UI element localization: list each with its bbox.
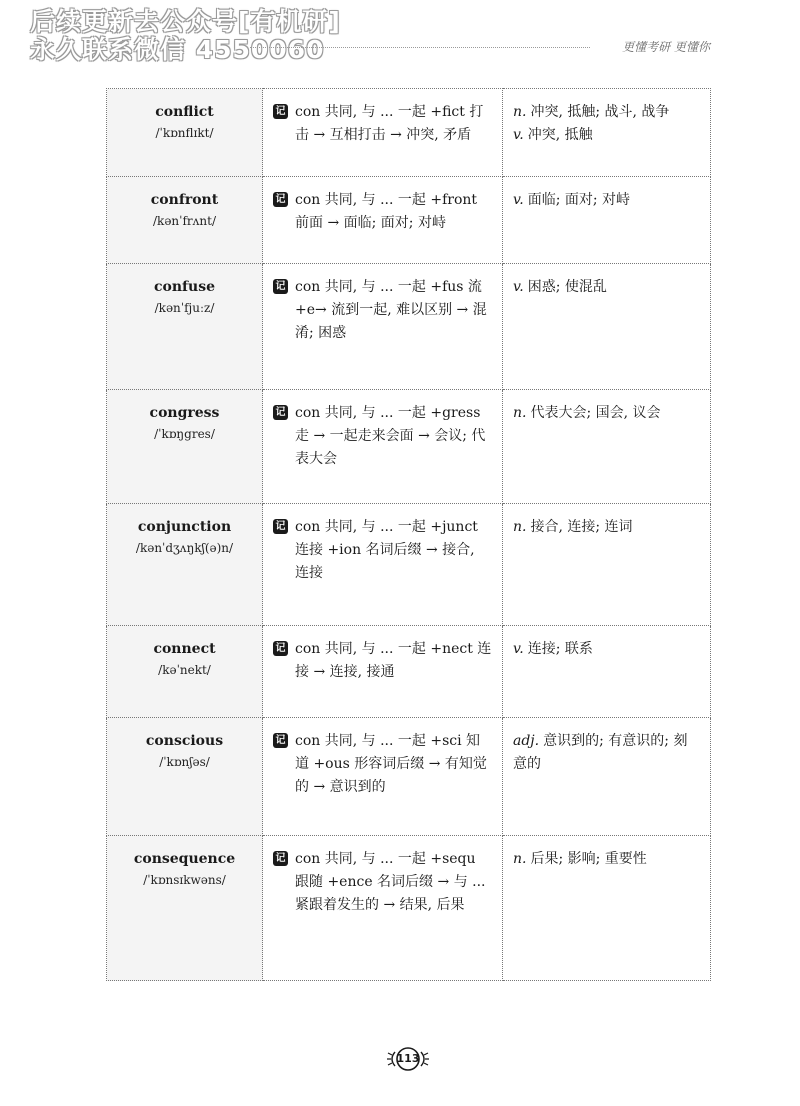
headword: connect [153, 641, 216, 657]
headword: consequence [133, 851, 236, 867]
definition-line [513, 638, 700, 661]
definition-line [513, 124, 700, 147]
part-of-speech: adj. [513, 733, 540, 749]
word-cell [107, 718, 263, 836]
part-of-speech: v. [513, 192, 524, 208]
memory-text: con 共同, 与 ... 一起 +gress 走 → 一起走来会面 → 会议; 代表大会 [295, 405, 486, 467]
memory-note-icon: 记 [273, 641, 288, 656]
memory-text: con 共同, 与 ... 一起 +junct 连接 +ion 名词后缀 → 接合, 连接 [295, 519, 478, 581]
memory-note-icon: 记 [273, 519, 288, 534]
memory-note-icon: 记 [273, 279, 288, 294]
definition-line [513, 730, 700, 776]
phonetic: /kənˈfrʌnt/ [153, 214, 216, 228]
memory-text: con 共同, 与 ... 一起 +sci 知道 +ous 形容词后缀 → 有知觉的 → 意识到的 [295, 733, 487, 795]
watermark-line-1: 后续更新去公众号[有机研] [30, 7, 341, 36]
definition-cell [503, 390, 711, 504]
memory-note-icon: 记 [273, 405, 288, 420]
memory-cell [263, 89, 503, 177]
memory-tip [273, 516, 492, 585]
definition-line [513, 189, 700, 212]
word-cell [107, 836, 263, 981]
definition-line [513, 402, 700, 425]
definition-cell [503, 718, 711, 836]
vocab-row [107, 718, 711, 836]
vocab-row [107, 504, 711, 626]
memory-text: con 共同, 与 ... 一起 +fus 流 +e→ 流到一起, 难以区别 → 混淆; 困惑 [295, 279, 487, 341]
vocabulary-table [106, 88, 711, 981]
definition-cell [503, 177, 711, 264]
meaning: 意识到的; 有意识的; 刻意的 [513, 733, 688, 772]
definition-line [513, 101, 700, 124]
phonetic: /ˈkɒnflɪkt/ [155, 126, 214, 140]
memory-tip [273, 848, 492, 917]
part-of-speech: v. [513, 127, 524, 143]
part-of-speech: v. [513, 279, 524, 295]
meaning: 接合, 连接; 连词 [530, 519, 633, 535]
watermark [30, 8, 341, 64]
headword: confuse [153, 279, 216, 295]
vocab-row [107, 89, 711, 177]
definition-cell [503, 504, 711, 626]
meaning: 后果; 影响; 重要性 [530, 851, 647, 867]
memory-tip [273, 730, 492, 799]
definition-cell [503, 626, 711, 718]
vocab-row [107, 177, 711, 264]
definition-cell [503, 264, 711, 390]
part-of-speech: n. [513, 104, 527, 120]
header-rule [250, 47, 590, 48]
meaning: 困惑; 使混乱 [527, 279, 607, 295]
meaning: 面临; 面对; 对峙 [527, 192, 631, 208]
word-cell [107, 390, 263, 504]
memory-tip [273, 276, 492, 345]
memory-text: con 共同, 与 ... 一起 +sequ 跟随 +ence 名词后缀 → 与 ... 紧跟着发生的 → 结果, 后果 [295, 851, 486, 913]
part-of-speech: n. [513, 851, 527, 867]
memory-note-icon: 记 [273, 104, 288, 119]
vocab-row [107, 390, 711, 504]
part-of-speech: n. [513, 519, 527, 535]
memory-note-icon: 记 [273, 851, 288, 866]
memory-cell [263, 504, 503, 626]
memory-tip [273, 189, 492, 235]
meaning: 代表大会; 国会, 议会 [530, 405, 661, 421]
headword: confront [150, 192, 219, 208]
word-cell [107, 89, 263, 177]
phonetic: /ˈkɒnsɪkwəns/ [143, 873, 226, 887]
memory-cell [263, 264, 503, 390]
definition-line [513, 516, 700, 539]
phonetic: /kənˈfjuːz/ [154, 301, 215, 315]
phonetic: /ˈkɒnʃəs/ [159, 755, 210, 769]
memory-text: con 共同, 与 ... 一起 +fict 打击 → 互相打击 → 冲突, 矛盾 [295, 104, 484, 143]
vocab-row [107, 836, 711, 981]
word-cell [107, 504, 263, 626]
headword: conflict [155, 104, 214, 120]
headword: congress [149, 405, 220, 421]
vocab-row [107, 626, 711, 718]
phonetic: /kənˈdʒʌŋkʃ(ə)n/ [135, 541, 234, 555]
watermark-line-2: 永久联系微信 4550060 [30, 35, 325, 64]
definition-line [513, 848, 700, 871]
definition-line [513, 276, 700, 299]
part-of-speech: v. [513, 641, 524, 657]
memory-text: con 共同, 与 ... 一起 +nect 连接 → 连接, 接通 [295, 641, 492, 680]
memory-cell [263, 626, 503, 718]
header-slogan: 更懂考研 更懂你 [622, 40, 710, 54]
memory-note-icon: 记 [273, 733, 288, 748]
memory-text: con 共同, 与 ... 一起 +front 前面 → 面临; 面对; 对峙 [295, 192, 478, 231]
meaning: 冲突, 抵触 [527, 127, 593, 143]
word-cell [107, 626, 263, 718]
definition-cell [503, 89, 711, 177]
vocab-row [107, 264, 711, 390]
word-cell [107, 177, 263, 264]
memory-tip [273, 101, 492, 147]
headword: conjunction [137, 519, 232, 535]
memory-cell [263, 718, 503, 836]
page-number-badge [385, 1044, 431, 1074]
memory-note-icon: 记 [273, 192, 288, 207]
memory-tip [273, 402, 492, 471]
definition-cell [503, 836, 711, 981]
part-of-speech: n. [513, 405, 527, 421]
memory-cell [263, 390, 503, 504]
memory-cell [263, 177, 503, 264]
page-number: 113 [396, 1052, 420, 1065]
memory-cell [263, 836, 503, 981]
word-cell [107, 264, 263, 390]
meaning: 冲突, 抵触; 战斗, 战争 [530, 104, 670, 120]
memory-tip [273, 638, 492, 684]
meaning: 连接; 联系 [527, 641, 593, 657]
phonetic: /ˈkɒŋgres/ [154, 427, 215, 441]
phonetic: /kəˈnekt/ [158, 663, 211, 677]
headword: conscious [145, 733, 224, 749]
